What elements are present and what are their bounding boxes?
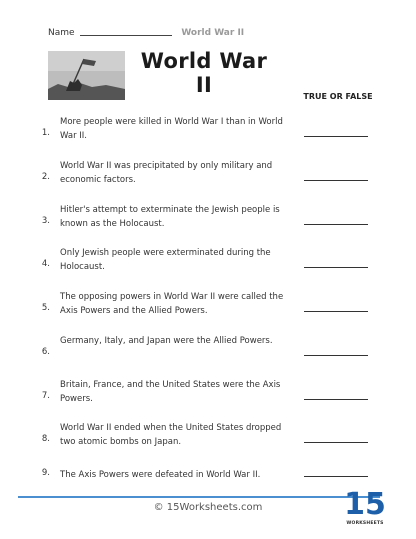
answer-line[interactable]	[304, 136, 368, 137]
question-number: 2.	[41, 172, 50, 182]
question-row	[30, 152, 382, 186]
question-text: The opposing powers in World War II were called the Axis Powers and the Allied Powers.	[60, 292, 284, 316]
question-number: 5.	[41, 303, 50, 313]
question-number: 4.	[41, 259, 50, 269]
question-row	[30, 196, 382, 230]
flag-raising-photo	[48, 51, 125, 100]
worksheets-logo	[340, 487, 390, 533]
true-false-header: TRUE OR FALSE	[303, 92, 373, 101]
footer-copyright: © 15Worksheets.com	[153, 502, 263, 513]
name-row	[48, 26, 244, 38]
footer-divider	[18, 496, 380, 498]
logo-number: 15	[344, 487, 386, 522]
question-number: 7.	[41, 391, 50, 401]
logo-wordmark: WORKSHEETS	[346, 521, 384, 526]
question-text: The Axis Powers were defeated in World War II.	[60, 470, 261, 480]
question-number: 9.	[41, 468, 50, 478]
question-text: World War II ended when the United States dropped two atomic bombs on Japan.	[60, 423, 282, 447]
question-text: Germany, Italy, and Japan were the Allied Powers.	[60, 336, 273, 346]
question-text: World War II was precipitated by only military and economic factors.	[60, 161, 273, 185]
answer-line[interactable]	[304, 355, 368, 356]
topic-label: World War II	[181, 28, 245, 38]
question-text: More people were killed in World War I than in World War II.	[60, 117, 283, 141]
answer-line[interactable]	[304, 399, 368, 400]
page-title: World War II	[140, 49, 268, 97]
name-field[interactable]	[80, 26, 172, 36]
question-text: Only Jewish people were exterminated during the Holocaust.	[60, 248, 271, 272]
question-number: 1.	[41, 128, 50, 138]
question-row	[30, 371, 382, 405]
question-row	[30, 448, 382, 482]
name-label: Name	[48, 28, 75, 38]
answer-line[interactable]	[304, 180, 368, 181]
question-row	[30, 239, 382, 273]
question-number: 8.	[41, 434, 50, 444]
answer-line[interactable]	[304, 442, 368, 443]
question-number: 3.	[41, 216, 50, 226]
answer-line[interactable]	[304, 311, 368, 312]
question-row	[30, 283, 382, 317]
question-text: Britain, France, and the United States were the Axis Powers.	[60, 380, 281, 404]
question-number: 6.	[41, 347, 50, 357]
question-row	[30, 108, 382, 142]
question-row	[30, 327, 382, 361]
answer-line[interactable]	[304, 476, 368, 477]
question-text: Hitler's attempt to exterminate the Jewish people is known as the Holocaust.	[60, 205, 280, 229]
question-row	[30, 414, 382, 448]
answer-line[interactable]	[304, 224, 368, 225]
answer-line[interactable]	[304, 267, 368, 268]
